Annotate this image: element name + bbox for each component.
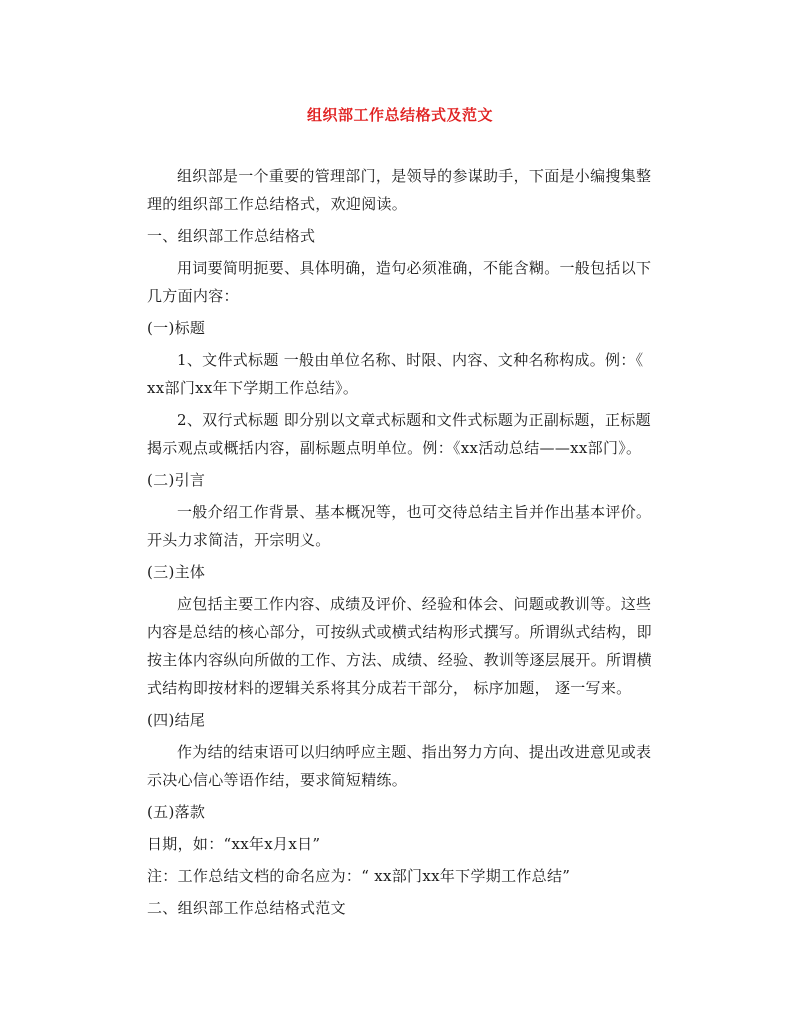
subheading-title: (一)标题	[147, 319, 206, 337]
paragraph-file-title: 1、文件式标题 一般由单位名称、时限、内容、文种名称构成。例：《 xx部门xx年下学期工作总结》。	[147, 351, 644, 397]
section-heading-sample: 二、组织部工作总结格式范文	[147, 899, 346, 917]
section-heading-format: 一、组织部工作总结格式	[147, 227, 316, 245]
paragraph-naming-note: 注：工作总结文档的命名应为：“ xx部门xx年下学期工作总结”	[147, 867, 571, 885]
paragraph-ending-desc: 作为结的结束语可以归纳呼应主题、指出努力方向、提出改进意见或表示决心信心等语作结，要求简短精练。	[147, 743, 652, 789]
paragraph-wording: 用词要简明扼要、具体明确，造句必须准确，不能含糊。一般包括以下几方面内容：	[147, 259, 652, 305]
paragraph-body-desc: 应包括主要工作内容、成绩及评价、经验和体会、问题或教训等。这些内容是总结的核心部分，可按纵式或横式结构形式撰写。所谓纵式结构，即按主体内容纵向所做的工作、方法、成绩、经验、教训等逐层展开。所谓横式结构即按材料的逻辑关系将其分成若干部分， 标序加题， 逐一写来。	[147, 595, 652, 697]
subheading-ending: (四)结尾	[147, 711, 206, 729]
paragraph-date: 日期，如：“xx年x月x日”	[147, 835, 321, 853]
document-body	[147, 162, 657, 926]
subheading-signature: (五)落款	[147, 803, 206, 821]
paragraph-double-title: 2、双行式标题 即分别以文章式标题和文件式标题为正副标题，正标题揭示观点或概括内容，副标题点明单位。例：《xx活动总结——xx部门》。	[147, 411, 651, 457]
paragraph-intro-desc: 一般介绍工作背景、基本概况等，也可交待总结主旨并作出基本评价。开头力求简洁，开宗明义。	[147, 503, 652, 549]
paragraph-intro: 组织部是一个重要的管理部门，是领导的参谋助手，下面是小编搜集整理的组织部工作总结格式，欢迎阅读。	[147, 167, 652, 213]
document-title: 组织部工作总结格式及范文	[306, 106, 493, 124]
subheading-body: (三)主体	[147, 563, 206, 581]
subheading-intro: (二)引言	[147, 471, 206, 489]
